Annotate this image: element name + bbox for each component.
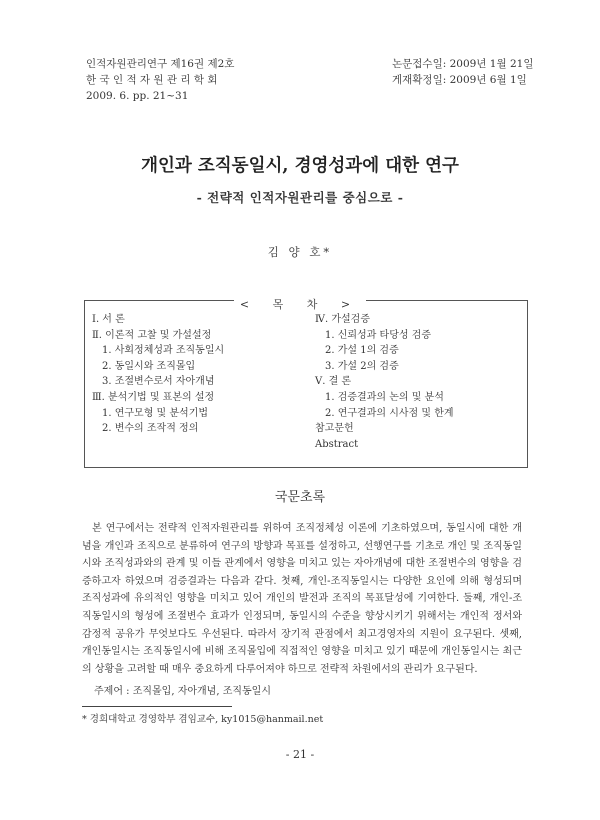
toc-item: 1. 사회정체성과 조직동일시 [102, 345, 225, 357]
received-date: 논문접수일: 2009년 1월 21일 [392, 58, 534, 70]
abstract-body: 본 연구에서는 전략적 인적자원관리를 위하여 조직정체성 이론에 기초하였으며, 동일시에 대한 개념을 개인과 조직으로 분류하여 연구의 방향과 목표를 설정하고, 선행연구를 기초로 개인 및 조직동일시와 조직성과와의 관계 및 이들 관계에서 영향을 미치고 있는 자아개념에 대한 조절변수의 영향을 검증하고자 하였으며 검증결과는 다음과 같다. 첫째, 개인-조직동일시는 다양한 요인에 의해 형성되며 조직성과에 유의적인 영향을 미치고 있어 개인의 발전과 조직의 목표달성에 기여한다. 둘째, 개인-조직동일시의 형성에 조절변수 효과가 인정되며, 동일시의 수준을 향상시키기 위해서는 개인적 정서와 감정적 공유가 무엇보다도 우선된다. 따라서 장기적 관점에서 최고경영자의 지원이 요구된다. 셋째, 개인동일시는 조직동일시에 비해 조직몰입에 직접적인 영향을 미치고 있기 때문에 개인동일시는 최근의 상황을 고려할 때 매우 중요하게 다루어져야 하므로 전략적 차원에서의 관리가 요구된다. [82, 523, 522, 675]
toc-item: 1. 연구모형 및 분석기법 [102, 407, 209, 419]
paper-title: 개인과 조직동일시, 경영성과에 대한 연구 [141, 156, 459, 176]
toc-item: 참고문헌 [315, 423, 354, 435]
author-footnote: * 경희대학교 경영학부 겸임교수, ky1015@hanmail.net [82, 714, 324, 725]
toc-item: Ⅳ. 가설검증 [315, 314, 370, 325]
toc-item: 2. 변수의 조작적 정의 [102, 423, 199, 435]
journal-info-line: 2009. 6. pp. 21~31 [86, 90, 189, 102]
accepted-date: 게재확정일: 2009년 6월 1일 [392, 74, 527, 86]
toc-item: Ⅲ. 분석기법 및 표본의 설정 [92, 391, 215, 403]
toc-item: Ⅱ. 이론적 고찰 및 가설설정 [92, 329, 212, 341]
footnote-divider [82, 706, 232, 707]
toc-right-column [315, 312, 454, 452]
toc-heading [0, 293, 600, 312]
submission-dates [392, 56, 533, 88]
toc-heading-label: < 목 차 > [234, 298, 366, 311]
toc-item: Ⅰ. 서 론 [92, 314, 125, 325]
journal-info-line: 인적자원관리연구 제16권 제2호 [86, 58, 235, 70]
page-number: - 21 - [285, 748, 315, 761]
toc-item: 3. 가설 2의 검증 [325, 360, 399, 372]
toc-item: 2. 동일시와 조직몰입 [102, 360, 196, 372]
journal-info [86, 56, 234, 104]
keywords: 주제어 : 조직몰입, 자아개념, 조직동일시 [94, 686, 272, 697]
toc-item: Abstract [315, 438, 359, 450]
abstract-title: 국문초록 [274, 490, 326, 505]
toc-item: 3. 조절변수로서 자아개념 [102, 376, 215, 388]
toc-item: 2. 연구결과의 시사점 및 한계 [325, 407, 454, 419]
toc-item: 1. 검증결과의 논의 및 분석 [325, 391, 444, 403]
journal-info-line: 한 국 인 적 자 원 관 리 학 회 [86, 74, 218, 86]
toc-item: 2. 가설 1의 검증 [325, 345, 399, 357]
author: 김 양 호* [267, 245, 333, 259]
toc-item: 1. 신뢰성과 타당성 검증 [325, 329, 432, 341]
toc-left-column [92, 312, 224, 437]
paper-subtitle: - 전략적 인적자원관리를 중심으로 - [196, 190, 404, 205]
toc-item: Ⅴ. 결 론 [315, 376, 352, 388]
